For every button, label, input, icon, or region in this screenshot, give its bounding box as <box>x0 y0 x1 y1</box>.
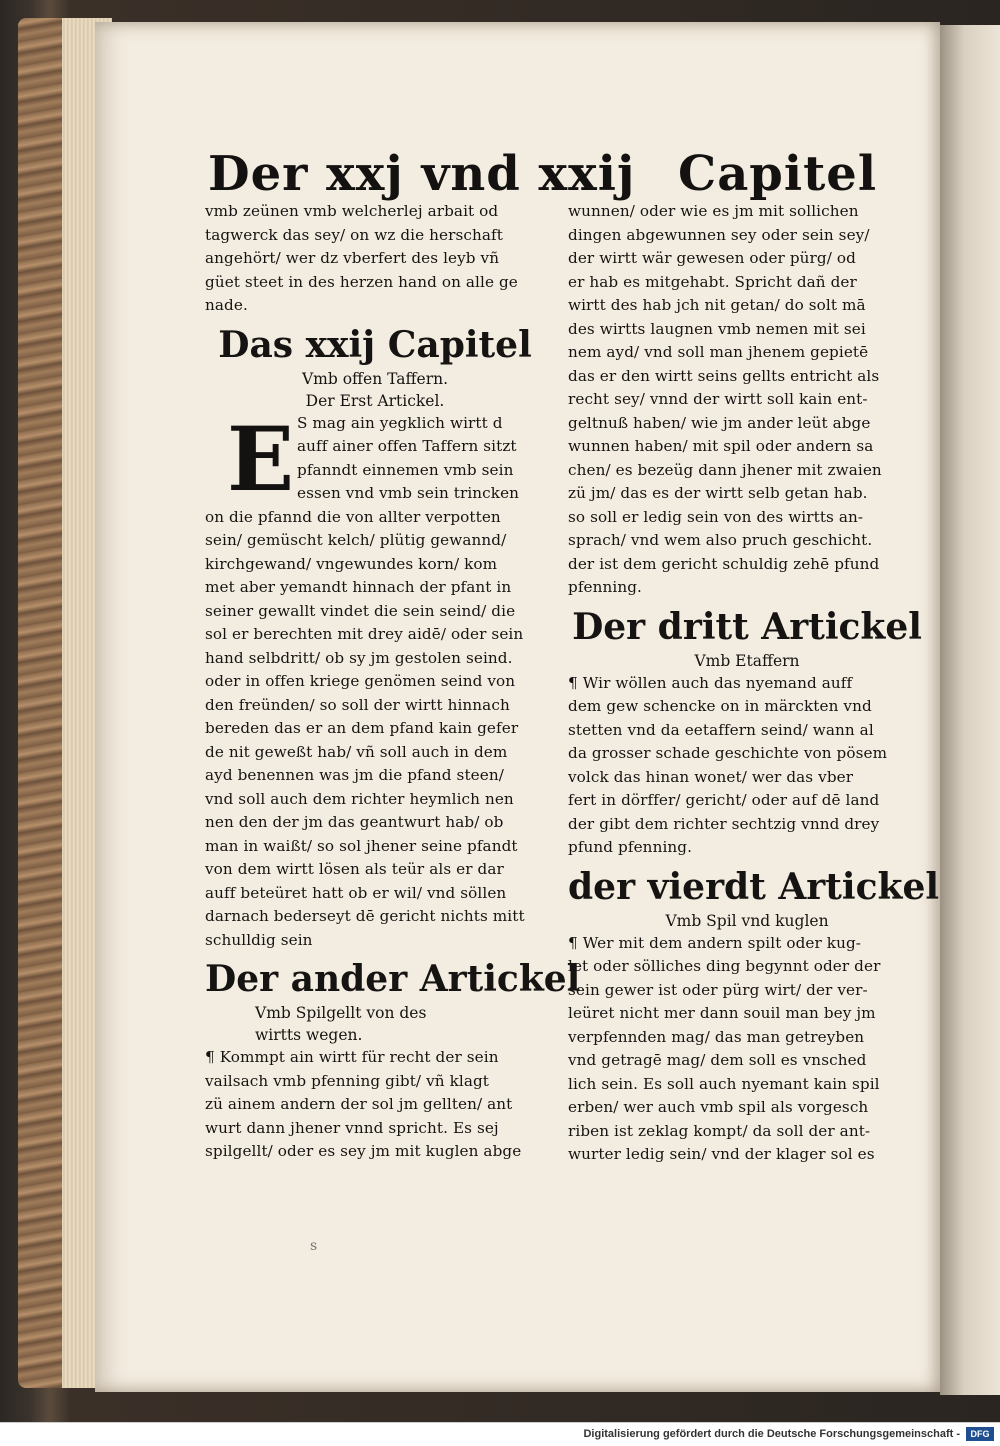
text-line: kirchgewand/ vngewundes korn/ kom <box>205 554 498 573</box>
text-line: wurt dann jhener vnnd spricht. Es sej <box>205 1118 499 1137</box>
article4-subtitle: Vmb Spil vnd kuglen <box>665 911 829 930</box>
text-line: lich sein. Es soll auch nyemant kain spil <box>568 1074 880 1093</box>
text-line: stetten vnd da eetaffern seind/ wann al <box>568 720 874 739</box>
article2-heading: Der ander Artickel <box>205 958 581 1000</box>
article3-body <box>568 672 926 860</box>
footer-bar <box>0 1422 1000 1446</box>
footer-credit: Digitalisierung gefördert durch die Deutsche Forschungsgemeinschaft - <box>583 1428 960 1440</box>
article2-body <box>205 1046 545 1164</box>
text-line: den freünden/ so soll der wirtt hinnach <box>205 695 510 714</box>
decorated-initial: E <box>227 406 295 511</box>
text-line: wunnen/ oder wie es jm mit sollichen <box>568 202 859 220</box>
text-line: nade. <box>205 296 248 314</box>
text-line: schulldig sein <box>205 930 313 949</box>
text-line: vnd soll auch dem richter heymlich nen <box>205 789 514 808</box>
text-line: auff beteüret hatt ob er wil/ vnd söllen <box>205 883 507 902</box>
folio-mark: s <box>310 1238 318 1254</box>
text-line: da grosser schade geschichte von pösem <box>568 744 888 762</box>
text-line: volck das hinan wonet/ wer das vber <box>568 767 854 786</box>
text-line: ¶ Wir wöllen auch das nyemand auff <box>568 673 853 692</box>
running-head-left: Der xxj vnd xxij <box>208 146 636 202</box>
text-line: wurter ledig sein/ vnd der klager sol es <box>568 1145 875 1163</box>
text-line: geltnuß haben/ wie jm ander leüt abge <box>568 413 871 432</box>
text-line: pfanndt einnemen vmb sein <box>297 460 514 479</box>
text-line: dem gew schencke on in märckten vnd <box>568 697 872 715</box>
text-line: er hab es mitgehabt. Spricht dañ der <box>568 272 857 291</box>
text-line: sprach/ vnd wem also pruch geschicht. <box>568 531 873 549</box>
text-line: ¶ Kommpt ain wirtt für recht der sein <box>205 1048 499 1066</box>
chapter-subtitle: Vmb offen Taffern. <box>301 369 449 388</box>
facing-page-edge <box>940 25 1000 1395</box>
text-line: vailsach vmb pfenning gibt/ vñ klagt <box>205 1071 490 1090</box>
text-line: pfund pfenning. <box>568 838 693 856</box>
text-line: der ist dem gericht schuldig zehē pfund <box>568 554 880 573</box>
initial-paragraph <box>205 406 545 511</box>
text-line: riben ist zeklag kompt/ da soll der ant- <box>568 1121 871 1140</box>
left-body <box>205 506 545 953</box>
article4-body <box>568 932 926 1167</box>
text-line: vmb zeünen vmb welcherlej arbait od <box>205 202 499 220</box>
text-line: angehört/ wer dz vberfert des leyb vñ <box>205 249 500 267</box>
text-line: on die pfannd die von allter verpotten <box>205 507 501 526</box>
text-line: pfenning. <box>568 578 642 596</box>
text-line: spilgellt/ oder es sey jm mit kuglen abge <box>205 1142 522 1160</box>
text-line: der gibt dem richter sechtzig vnnd drey <box>568 814 880 833</box>
text-line: leüret nicht mer dann souil man bey jm <box>568 1004 876 1022</box>
text-line: let oder sölliches ding begynnt oder der <box>568 957 881 975</box>
text-line: sein gewer ist oder pürg wirt/ der ver- <box>568 980 868 999</box>
text-line: so soll er ledig sein von des wirtts an- <box>568 507 864 526</box>
text-line: chen/ es bezeüg dann jhener mit zwaien <box>568 460 882 479</box>
text-line: wunnen haben/ mit spil oder andern sa <box>568 437 874 455</box>
text-line: ¶ Wer mit dem andern spilt oder kug- <box>568 933 862 952</box>
article4-heading: der vierdt Artickel <box>568 865 940 908</box>
text-line: auff ainer offen Taffern sitzt <box>297 437 517 455</box>
text-line: essen vnd vmb sein trincken <box>297 484 520 502</box>
text-line: güet steet in des herzen hand on alle ge <box>205 272 518 291</box>
left-column <box>205 200 581 1164</box>
text-line: met aber yemandt hinnach der pfant in <box>205 578 512 596</box>
text-line: recht sey/ vnnd der wirtt soll kain ent- <box>568 390 868 408</box>
text-line: sol er berechten mit drey aidē/ oder sein <box>205 625 524 643</box>
text-line: fert in dörffer/ gericht/ oder auf dē land <box>568 791 880 809</box>
right-intro <box>568 200 926 600</box>
chapter-heading: Das xxij Capitel <box>218 323 532 366</box>
text-line: darnach bederseyt dē gericht nichts mitt <box>205 907 525 925</box>
article2-subtitle: Vmb Spilgellt von des <box>255 1004 427 1022</box>
text-line: zü ainem andern der sol jm gellten/ ant <box>205 1095 513 1113</box>
left-intro <box>205 200 545 318</box>
text-line: des wirtts laugnen vmb nemen mit sei <box>568 319 866 338</box>
text-line: von dem wirtt lösen als teür als er dar <box>205 860 504 878</box>
text-line: das er den wirtt seins gellts entricht als <box>568 366 880 385</box>
text-line: sein/ gemüscht kelch/ plütig gewannd/ <box>205 531 507 549</box>
article3-subtitle: Vmb Etaffern <box>694 651 800 670</box>
right-column <box>568 200 940 1167</box>
book-cover-edge <box>18 18 68 1388</box>
text-line: hand selbdritt/ ob sy jm gestolen seind. <box>205 648 513 667</box>
text-line: erben/ wer auch vmb spil als vorgesch <box>568 1098 869 1116</box>
text-line: ayd benennen was jm die pfand steen/ <box>205 766 504 784</box>
text-line: nem ayd/ vnd soll man jhenem gepietē <box>568 343 869 361</box>
dfg-logo: DFG <box>966 1427 994 1441</box>
text-line: S mag ain yegklich wirtt d <box>297 413 503 432</box>
text-line: zü jm/ das es der wirtt selb getan hab. <box>568 484 868 502</box>
text-line: der wirtt wär gewesen oder pürg/ od <box>568 249 856 267</box>
text-line: nen den der jm das geantwurt hab/ ob <box>205 813 504 831</box>
text-line: de nit geweßt hab/ vñ soll auch in dem <box>205 742 508 761</box>
text-line: vnd getragē mag/ dem soll es vnsched <box>568 1051 867 1069</box>
text-line: dingen abgewunnen sey oder sein sey/ <box>568 225 870 244</box>
article2-subtitle: wirtts wegen. <box>255 1026 363 1044</box>
text-line: seiner gewallt vindet die sein seind/ die <box>205 601 516 620</box>
text-line: wirtt des hab jch nit getan/ do solt mā <box>568 296 866 314</box>
text-line: oder in offen kriege genömen seind von <box>205 672 516 690</box>
text-line: man in waißt/ so sol jhener seine pfandt <box>205 836 518 855</box>
text-line: tagwerck das sey/ on wz die herschaft <box>205 225 503 244</box>
running-head-right: Capitel <box>678 146 878 202</box>
article-label: Der Erst Artickel. <box>305 391 445 410</box>
text-line: bereden das er an dem pfand kain gefer <box>205 719 519 737</box>
text-line: verpfennden mag/ das man getreyben <box>568 1027 865 1046</box>
article3-heading: Der dritt Artickel <box>572 605 922 648</box>
